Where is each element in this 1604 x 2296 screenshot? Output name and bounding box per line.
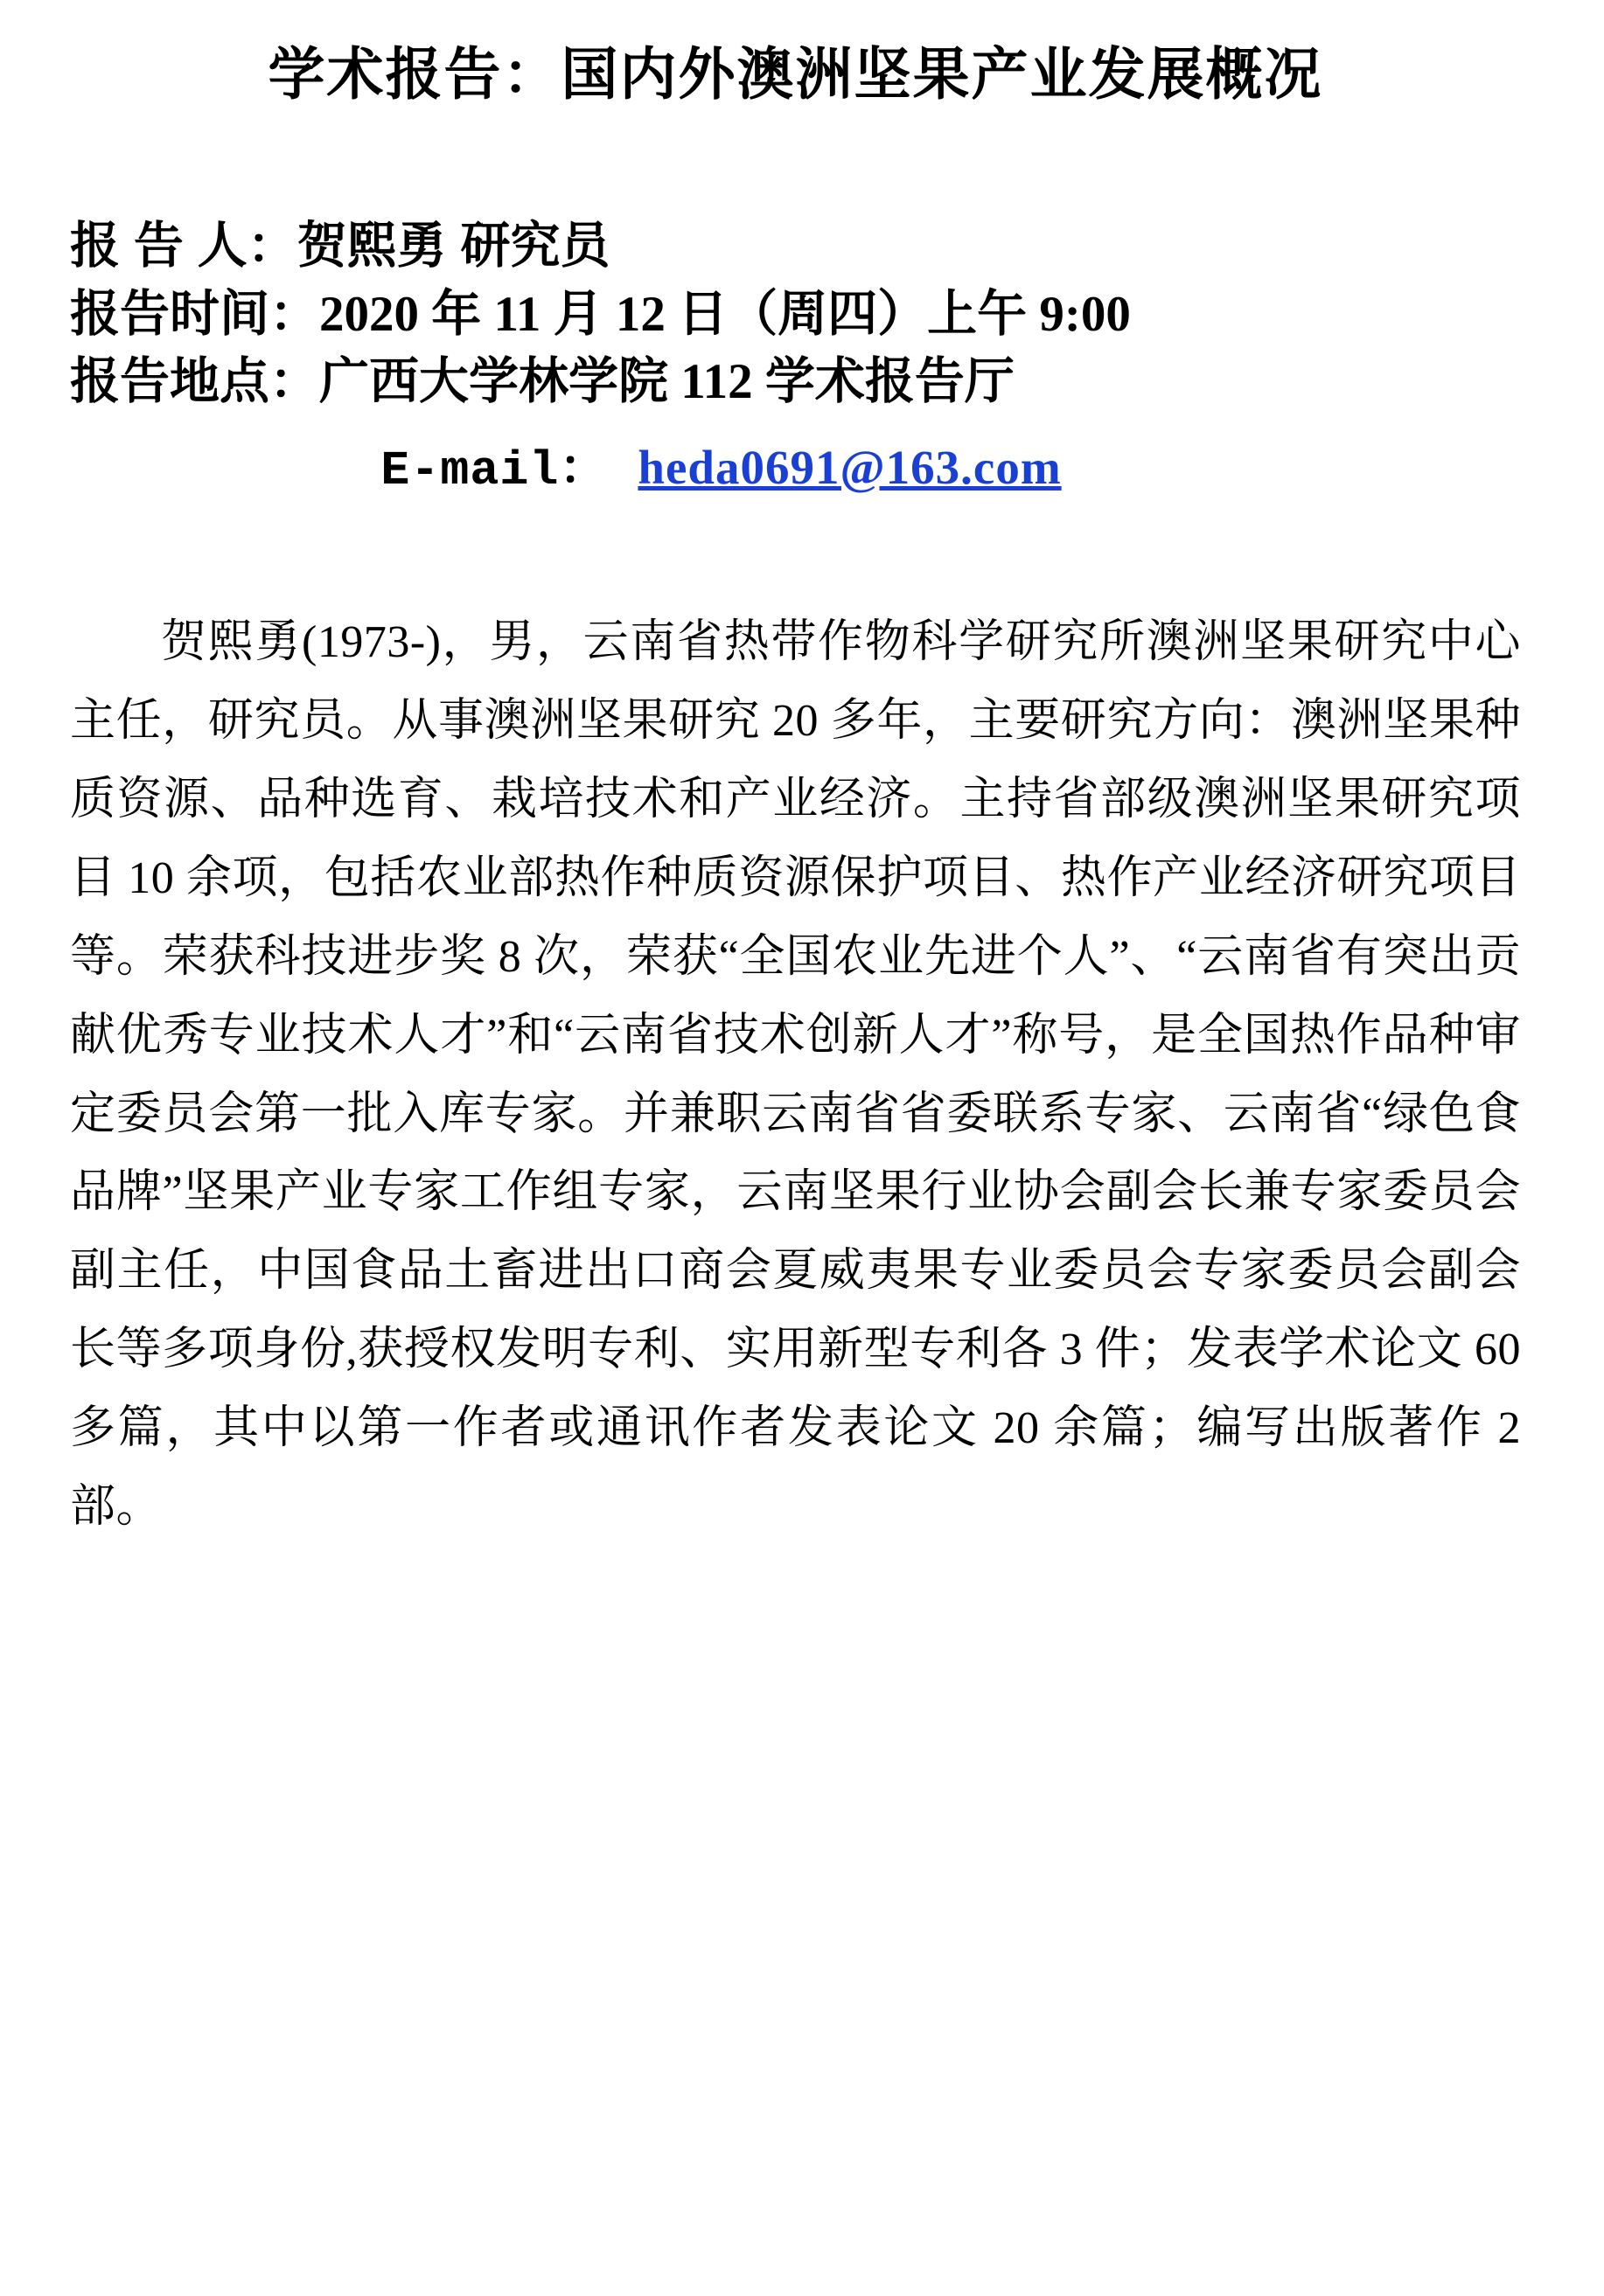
page-title: 学术报告：国内外澳洲坚果产业发展概况 bbox=[268, 42, 1323, 106]
presenter-value: 贺熙勇 研究员 bbox=[296, 218, 610, 275]
place-label: 报告地点： bbox=[70, 353, 319, 410]
biography-paragraph: 贺熙勇(1973-)，男，云南省热带作物科学研究所澳洲坚果研究中心主任，研究员。从事澳洲坚果研究 20 多年，主要研究方向：澳洲坚果种质资源、品种选育、栽培技术和产业经济。主持省部级澳洲坚果研究项目 10 余项，包括农业部热作种质资源保护项目、热作产业经济研究项目等。荣获科技进步奖 8 次，荣获“全国农业先进个人”、“云南省有突出贡献优秀专业技术人才”和“云南省技术创新人才”称号，是全国热作品种审定委员会第一批入库专家。并兼职云南省省委联系专家、云南省“绿色食品牌”坚果产业专家工作组专家，云南坚果行业协会副会长兼专家委员会副主任，中国食品土畜进出口商会夏威夷果专业委员会专家委员会副会长等多项身份,获授权发明专利、实用新型专利各 3 件；发表学术论文 60 多篇，其中以第一作者或通讯作者发表论文 20 余篇；编写出版著作 2 部。 bbox=[70, 616, 1521, 1533]
meta-row-presenter bbox=[70, 212, 1521, 281]
time-value: 2020 年 11 月 12 日（周四）上午 9:00 bbox=[319, 286, 1131, 342]
meta-row-time bbox=[70, 281, 1521, 349]
presenter-label: 报 告 人： bbox=[70, 218, 297, 275]
report-meta-block bbox=[70, 212, 1521, 498]
meta-row-email bbox=[70, 428, 1521, 498]
biography-block bbox=[70, 603, 1521, 1547]
place-value: 广西大学林学院 112 学术报告厅 bbox=[319, 354, 1015, 410]
email-label: E-mail： bbox=[380, 442, 609, 498]
time-label: 报告时间： bbox=[70, 285, 319, 342]
email-link[interactable]: heda0691@163.com bbox=[638, 440, 1062, 494]
meta-row-place bbox=[70, 348, 1521, 416]
